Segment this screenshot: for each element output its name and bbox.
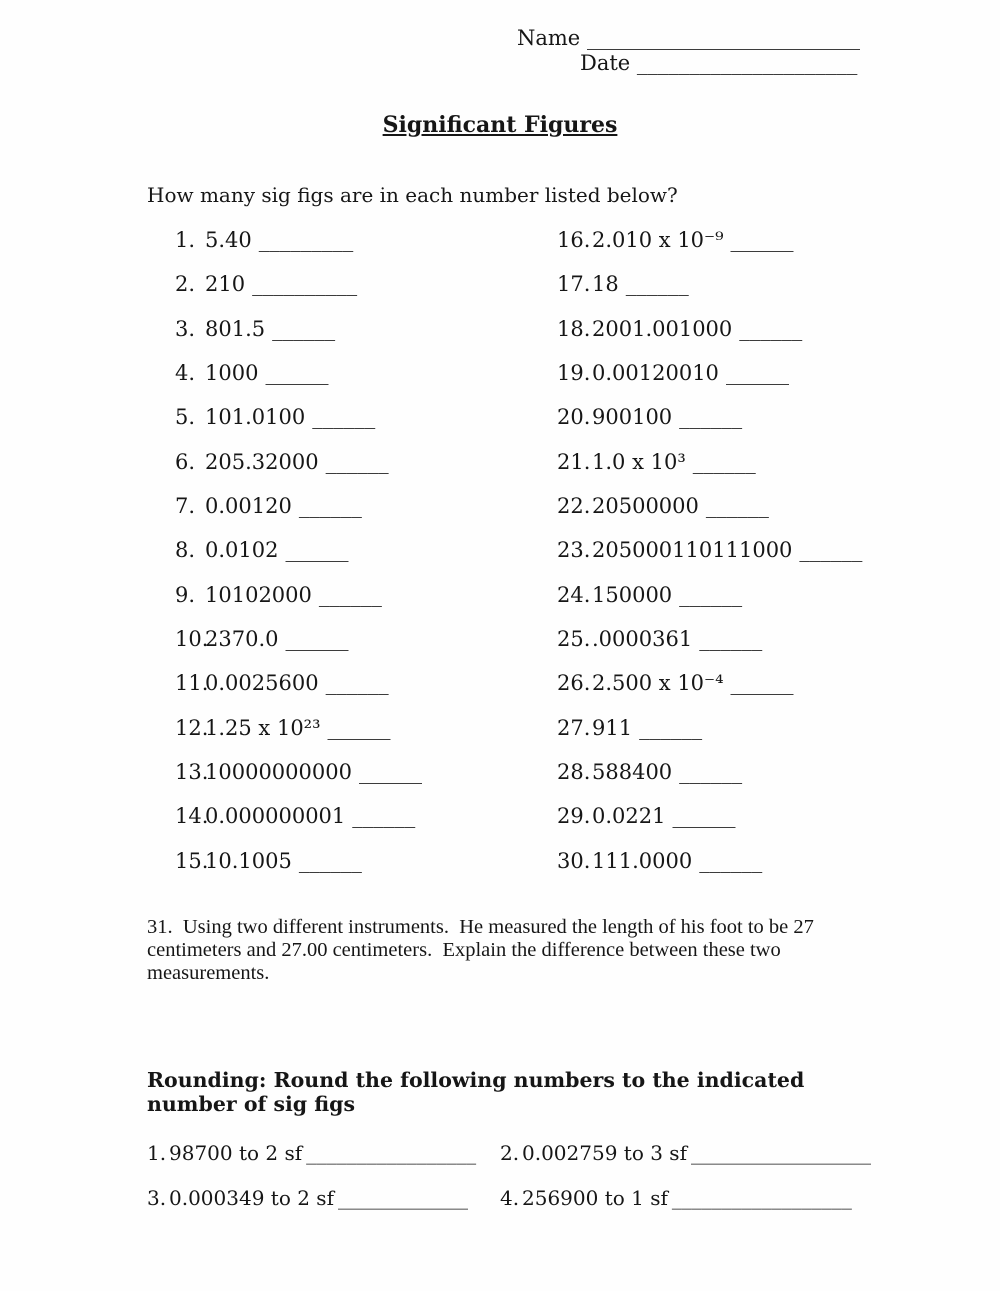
item-blank: ______ — [298, 848, 362, 873]
list-item — [557, 583, 862, 627]
item-value: 900100 — [592, 405, 673, 430]
item-blank: ______ — [327, 715, 391, 740]
item-number: 20. — [557, 405, 591, 430]
item-number: 21. — [557, 449, 591, 474]
item-value: 205.32000 — [205, 449, 319, 474]
item-blank: ______ — [705, 494, 769, 519]
intro-question: How many sig figs are in each number listed below? — [147, 183, 678, 207]
item-blank: ______ — [692, 449, 756, 474]
item-number: 2. — [500, 1141, 520, 1165]
item-value: 2.500 x 10⁻⁴ — [592, 671, 724, 696]
list-item — [175, 272, 422, 316]
rounding-item — [147, 1142, 500, 1187]
question-31: 31. Using two different instruments. He measured the length of his foot to be 27 centimeters and 27.00 centimeters. Explain the difference between these two measurements. — [147, 916, 820, 984]
item-value: 205000110111000 — [592, 538, 793, 563]
item-value: 801.5 — [205, 316, 266, 341]
list-item — [175, 583, 422, 627]
item-blank: __________ — [252, 272, 358, 297]
item-value: 5.40 — [205, 228, 252, 252]
item-number: 13. — [175, 760, 209, 785]
item-blank: ______ — [799, 538, 863, 563]
item-value: 2001.001000 — [592, 316, 733, 341]
item-number: 7. — [175, 494, 196, 519]
item-value: 111.0000 — [592, 848, 693, 873]
page-title: Significant Figures — [382, 112, 618, 138]
item-number: 23. — [557, 538, 591, 563]
item-value: 256900 to 1 sf — [522, 1186, 668, 1210]
item-number: 18. — [557, 316, 591, 341]
list-item — [175, 228, 422, 272]
item-number: 12. — [175, 715, 209, 740]
list-item — [557, 405, 862, 449]
item-blank: ______ — [639, 715, 703, 740]
list-item — [557, 272, 862, 316]
item-blank: ______ — [318, 582, 382, 607]
item-number: 4. — [175, 361, 196, 386]
list-item — [175, 627, 422, 671]
list-item — [175, 494, 422, 538]
item-value: 98700 to 2 sf — [169, 1141, 303, 1165]
item-blank: ______ — [679, 760, 743, 785]
item-number: 16. — [557, 228, 591, 252]
item-number: 8. — [175, 538, 196, 563]
list-item — [557, 671, 862, 715]
item-value: 0.0025600 — [205, 671, 319, 696]
list-item — [175, 760, 422, 804]
item-value: 10102000 — [205, 582, 312, 607]
list-item — [175, 317, 422, 361]
list-item — [175, 671, 422, 715]
item-number: 1. — [175, 228, 196, 252]
item-number: 3. — [147, 1186, 167, 1210]
item-blank: ______ — [699, 848, 763, 873]
list-item — [557, 804, 862, 848]
list-item — [175, 716, 422, 760]
item-number: 22. — [557, 494, 591, 519]
item-number: 14. — [175, 804, 209, 829]
item-number: 27. — [557, 715, 591, 740]
sigfig-list-left — [175, 228, 422, 893]
item-blank: __________________ — [671, 1186, 852, 1210]
item-blank: ______ — [725, 361, 789, 386]
item-blank: ______ — [325, 671, 389, 696]
item-value: 20500000 — [592, 494, 699, 519]
list-item — [175, 849, 422, 893]
item-number: 1. — [147, 1141, 167, 1165]
item-blank: ______ — [672, 804, 736, 829]
list-item — [557, 760, 862, 804]
item-value: 0.000349 to 2 sf — [169, 1186, 334, 1210]
item-value: 911 — [592, 715, 633, 740]
item-number: 9. — [175, 582, 196, 607]
item-blank: ______ — [625, 272, 689, 297]
item-blank: ______ — [285, 538, 349, 563]
item-value: 0.00120010 — [592, 361, 719, 386]
list-item — [175, 538, 422, 582]
item-blank: _________ — [258, 228, 354, 252]
item-number: 24. — [557, 582, 591, 607]
item-number: 10. — [175, 627, 209, 652]
item-blank: ______ — [265, 361, 329, 386]
item-value: .0000361 — [592, 627, 693, 652]
date-label: Date — [580, 51, 631, 75]
item-value: 210 — [205, 272, 246, 297]
item-blank: _____________ — [337, 1186, 468, 1210]
sigfig-list-right — [557, 228, 862, 893]
item-number: 19. — [557, 361, 591, 386]
list-item — [175, 450, 422, 494]
list-item — [175, 804, 422, 848]
item-blank: ______ — [679, 405, 743, 430]
item-blank: ______ — [730, 671, 794, 696]
item-value: 0.002759 to 3 sf — [522, 1141, 687, 1165]
item-value: 10000000000 — [205, 760, 352, 785]
name-label: Name — [517, 26, 581, 50]
item-value: 1.0 x 10³ — [592, 449, 686, 474]
rounding-item — [500, 1142, 887, 1187]
item-number: 30. — [557, 848, 591, 873]
item-number: 26. — [557, 671, 591, 696]
list-item — [557, 627, 862, 671]
list-item — [557, 494, 862, 538]
list-item — [557, 538, 862, 582]
list-item — [557, 716, 862, 760]
item-number: 15. — [175, 848, 209, 873]
list-item — [557, 317, 862, 361]
name-field — [517, 26, 860, 50]
item-blank: ______ — [679, 582, 743, 607]
item-value: 0.000000001 — [205, 804, 346, 829]
item-value: 588400 — [592, 760, 673, 785]
item-blank: ______ — [730, 228, 794, 252]
list-item — [557, 849, 862, 893]
item-value: 0.0102 — [205, 538, 279, 563]
list-item — [557, 361, 862, 405]
item-value: 1.25 x 10²³ — [205, 715, 321, 740]
item-blank: ______ — [739, 316, 803, 341]
item-blank: ______ — [298, 494, 362, 519]
item-blank: ______ — [325, 449, 389, 474]
item-blank: ______ — [699, 627, 763, 652]
item-blank: ______ — [358, 760, 422, 785]
list-item — [175, 361, 422, 405]
item-number: 5. — [175, 405, 196, 430]
rounding-heading: Rounding: Round the following numbers to the indicated number of sig figs — [147, 1068, 805, 1116]
item-blank: ______ — [352, 804, 416, 829]
item-blank: ______ — [285, 627, 349, 652]
item-number: 17. — [557, 272, 591, 297]
item-value: 0.0221 — [592, 804, 666, 829]
item-number: 11. — [175, 671, 209, 696]
item-blank: _________________ — [306, 1141, 477, 1165]
item-number: 2. — [175, 272, 196, 297]
item-number: 3. — [175, 316, 196, 341]
item-number: 29. — [557, 804, 591, 829]
item-number: 4. — [500, 1186, 520, 1210]
item-number: 25. — [557, 627, 591, 652]
item-value: 0.00120 — [205, 494, 292, 519]
list-item — [175, 405, 422, 449]
rounding-list — [147, 1142, 887, 1232]
list-item — [557, 450, 862, 494]
item-blank: ______ — [272, 316, 336, 341]
rounding-item — [147, 1187, 500, 1232]
rounding-item — [500, 1187, 887, 1232]
item-value: 150000 — [592, 582, 673, 607]
item-value: 2370.0 — [205, 627, 279, 652]
list-item — [557, 228, 862, 272]
item-number: 6. — [175, 449, 196, 474]
item-value: 10.1005 — [205, 848, 292, 873]
item-value: 101.0100 — [205, 405, 306, 430]
item-blank: ______ — [312, 405, 376, 430]
item-blank: __________________ — [690, 1141, 871, 1165]
item-value: 1000 — [205, 361, 259, 386]
item-number: 28. — [557, 760, 591, 785]
item-value: 18 — [592, 272, 619, 297]
date-blank: _____________________ — [636, 51, 858, 75]
item-value: 2.010 x 10⁻⁹ — [592, 228, 724, 252]
date-field — [580, 51, 857, 75]
name-blank: __________________________ — [586, 26, 860, 50]
